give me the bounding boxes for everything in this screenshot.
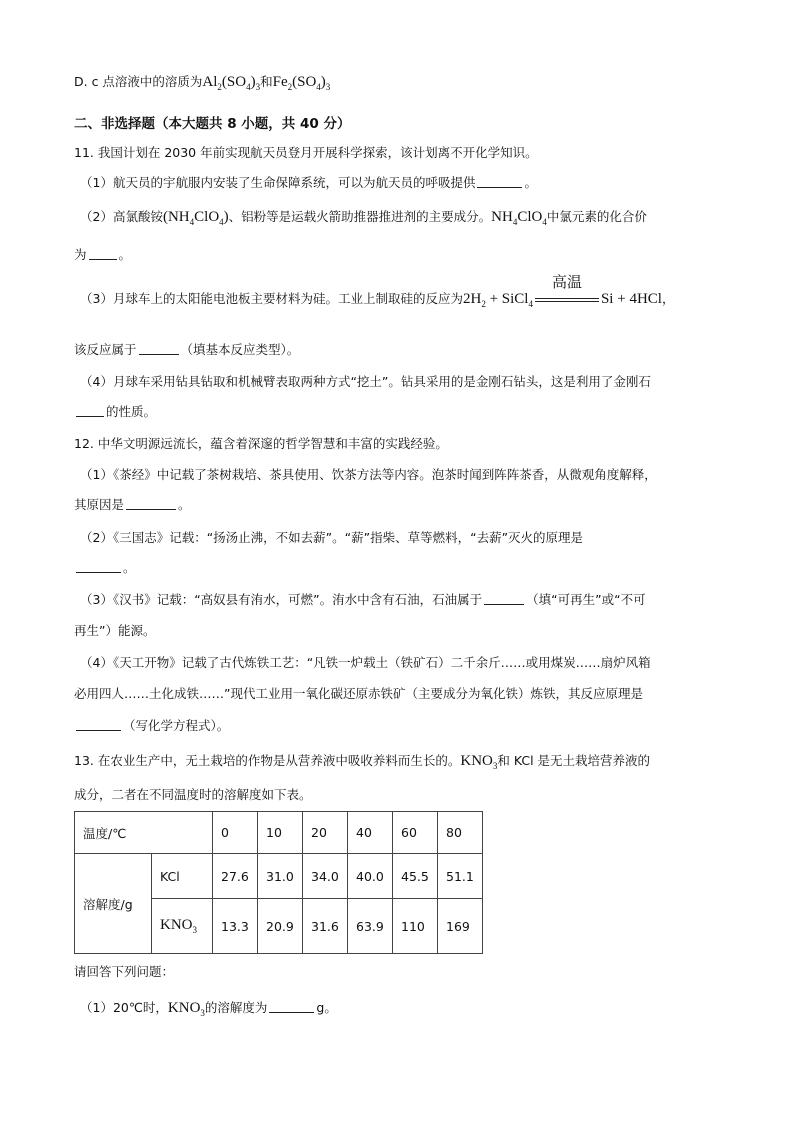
temp-cell: 40 <box>348 812 393 854</box>
answer-blank[interactable] <box>76 560 121 573</box>
answer-blank[interactable] <box>477 175 522 188</box>
answer-blank[interactable] <box>139 342 179 355</box>
reaction-condition: 高温 <box>551 274 582 291</box>
temp-cell: 80 <box>438 812 483 854</box>
option-d: D. c 点溶液中的溶质为$Al_2(SO_4)_3$和$Fe_2(SO_4)_3$ <box>74 74 331 92</box>
equation-products: Si + 4HCl <box>600 291 662 307</box>
answer-blank[interactable] <box>126 497 176 510</box>
kcl-cell: 45.5 <box>393 854 438 899</box>
q11-part3: （3）月球车上的太阳能电池板主要材料为硅。工业上制取硅的反应为$2H_2$ + SiCl$_4$ 高温 Si + 4HCl， <box>80 289 674 309</box>
temp-cell: 10 <box>258 812 303 854</box>
answer-blank[interactable] <box>76 404 104 417</box>
q13-part1: （1）20℃时，$KNO_3$的溶解度为 g。 <box>80 1000 337 1018</box>
kno3-cell: 13.3 <box>213 899 258 954</box>
formula-al2so43: $Al_2(SO_4)_3$ <box>202 74 261 92</box>
q11-part3-cont: 该反应属于 （填基本反应类型）。 <box>74 342 300 357</box>
answer-blank[interactable] <box>269 1000 314 1013</box>
q12-part3-cont: 再生”）能源。 <box>74 623 156 638</box>
q11-part2-cont: 为 。 <box>74 247 132 262</box>
q13-ask: 请回答下列问题： <box>74 964 175 979</box>
q11-part2: （2）高氯酸铵$(NH_4ClO_4)$、铝粉等是运载火箭助推器推进剂的主要成分。$NH_4ClO_4$中氯元素的化合价 <box>80 209 647 227</box>
kcl-label: KCl <box>152 854 213 899</box>
answer-blank[interactable] <box>484 592 524 605</box>
q13-stem: 13. 在农业生产中，无土栽培的作物是从营养液中吸收养料而生长的。$KNO_3$和 KCl 是无土栽培营养液的 <box>74 753 651 771</box>
formula-nh4clo4: $(NH_4ClO_4)$ <box>162 209 229 227</box>
q11-stem: 11. 我国计划在 2030 年前实现航天员登月开展科学探索，该计划离不开化学知识。 <box>74 145 538 160</box>
q13-stem-cont: 成分，二者在不同温度时的溶解度如下表。 <box>74 787 312 802</box>
q12-part4: （4）《天工开物》记载了古代炼铁工艺：“凡铁一炉载土（铁矿石）二千余斤……或用煤炭……扇炉风箱 <box>80 655 651 670</box>
q12-part2-cont: 。 <box>74 558 136 576</box>
temp-cell: 0 <box>213 812 258 854</box>
kcl-cell: 31.0 <box>258 854 303 899</box>
answer-blank[interactable] <box>76 718 121 731</box>
q11-part4: （4）月球车采用钻具钻取和机械臂表取两种方式“挖土”。钻具采用的是金刚石钻头，这是利用了金刚石 <box>80 374 651 389</box>
q12-stem: 12. 中华文明源远流长，蕴含着深邃的哲学智慧和丰富的实践经验。 <box>74 436 448 451</box>
q12-part2: （2）《三国志》记载：“扬汤止沸，不如去薪”。“薪”指柴、草等燃料，“去薪”灭火的原理是 <box>80 530 584 545</box>
option-d-text: D. c 点溶液中的溶质为 <box>74 74 203 89</box>
kno3-label: $KNO_3$ <box>152 899 213 954</box>
reaction-condition-arrow <box>535 274 599 307</box>
section-title: 二、非选择题（本大题共 8 小题，共 40 分） <box>74 116 351 132</box>
q12-part1-cont: 其原因是 。 <box>74 497 191 512</box>
formula-kno3: $KNO_3$ <box>460 753 498 771</box>
solubility-table <box>74 811 483 954</box>
q12-part1: （1）《茶经》中记载了茶树栽培、茶具使用、饮茶方法等内容。泡茶时闻到阵阵茶香，从微观角度解释， <box>80 467 657 482</box>
table-row <box>75 812 483 854</box>
formula-kno3-2: $KNO_3$ <box>167 1000 205 1018</box>
formula-fe2so43: $Fe_2(SO_4)_3$ <box>272 74 331 92</box>
kcl-cell: 40.0 <box>348 854 393 899</box>
equation-reactants: $2H_2$ + SiCl$_4$ <box>462 291 533 309</box>
q11-part4-cont: 的性质。 <box>74 402 156 420</box>
solubility-header: 溶解度/g <box>75 854 152 954</box>
temp-cell: 20 <box>303 812 348 854</box>
kno3-cell: 110 <box>393 899 438 954</box>
kno3-cell: 169 <box>438 899 483 954</box>
table-row <box>75 854 483 899</box>
formula-nh4clo4-2: $NH_4ClO_4$ <box>491 209 547 227</box>
answer-blank[interactable] <box>89 247 117 260</box>
q12-part3: （3）《汉书》记载：“高奴县有洧水，可燃”。洧水中含有石油，石油属于 （填“可再生”或“不可 <box>80 592 646 607</box>
kno3-cell: 63.9 <box>348 899 393 954</box>
kno3-cell: 31.6 <box>303 899 348 954</box>
q12-part4-cont: 必用四人……土化成铁……”现代工业用一氧化碳还原赤铁矿（主要成分为氧化铁）炼铁，其反应原理是 <box>74 686 643 701</box>
q11-part1: （1）航天员的宇航服内安装了生命保障系统，可以为航天员的呼吸提供 。 <box>80 175 537 190</box>
kcl-cell: 27.6 <box>213 854 258 899</box>
temp-cell: 60 <box>393 812 438 854</box>
kcl-cell: 51.1 <box>438 854 483 899</box>
temp-header: 温度/℃ <box>75 812 213 854</box>
q12-part4-cont2: （写化学方程式）。 <box>74 716 229 734</box>
kcl-cell: 34.0 <box>303 854 348 899</box>
kno3-cell: 20.9 <box>258 899 303 954</box>
